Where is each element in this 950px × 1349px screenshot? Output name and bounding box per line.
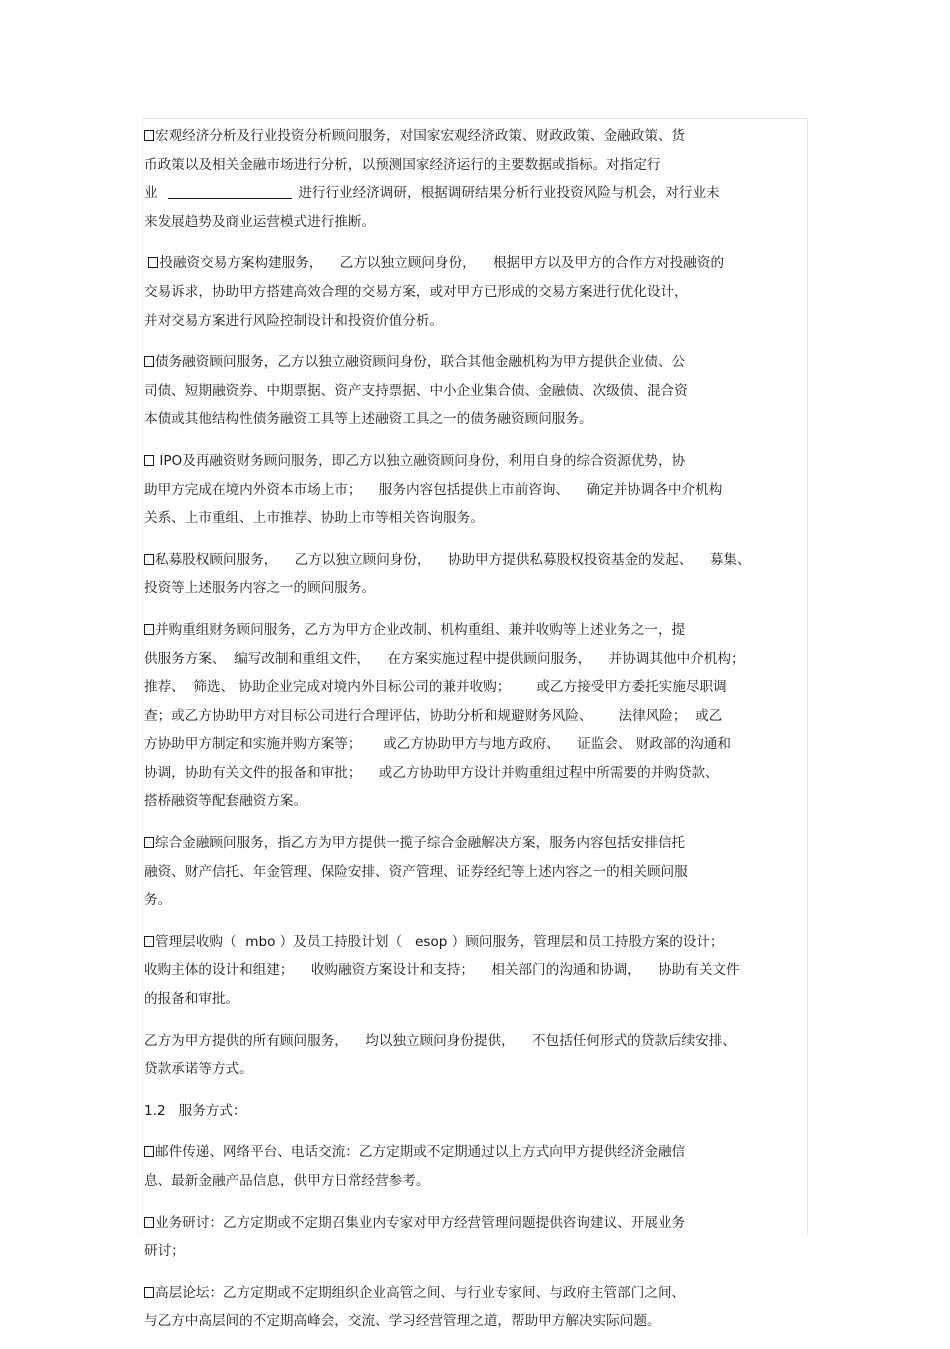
checkbox[interactable] (144, 1287, 154, 1298)
checkbox[interactable] (144, 455, 154, 466)
service-item-private-equity: 私募股权顾问服务， 乙方以独立顾问身份， 协助甲方提供私募股权投资基金的发起、 募集、 投资等上述服务内容之一的顾问服务。 (144, 551, 751, 597)
checkbox[interactable] (148, 257, 158, 268)
checkbox[interactable] (144, 356, 154, 367)
service-item-mna-advisory: 并购重组财务顾问服务，乙方为甲方企业改制、机构重组、兼并收购等上述业务之一，提 供服务方案、 编写改制和重组文件， 在方案实施过程中提供顾问服务， 并协调其他中介机构； 推荐、 筛选、 协助企业完成对境内外目标公司的兼并收购； 或乙方接受甲方委托实施尽职调 查；或乙方协助甲方对目标公司进行合理评估，协助分析和规避财务风险、 法律风险； 或乙 方协助甲方制定和实施并购方案等； 或乙方协助甲方与地方政府、 证监会、 财政部的沟通和 协调，协助有关文件的报备和审批； 或乙方协助甲方设计并购重组过程中所需要的并购贷款、 搭桥融资等配套融资方案。 (144, 621, 745, 810)
fill-in-blank[interactable] (168, 184, 292, 199)
independence-statement: 乙方为甲方提供的所有顾问服务， 均以独立顾问身份提供， 不包括任何形式的贷款后续安排、 贷款承诺等方式。 (144, 1032, 736, 1078)
method-item-forum: 高层论坛：乙方定期或不定期组织企业高管之间、与行业专家间、与政府主管部门之间、 与乙方中高层间的不定期高峰会，交流、学习经营管理之道，帮助甲方解决实际问题。 (144, 1284, 686, 1330)
section-heading-1-2: 1.2 服务方式： (144, 1102, 247, 1119)
service-item-comprehensive-finance: 综合金融顾问服务，指乙方为甲方提供一揽子综合金融解决方案，服务内容包括安排信托 融资、财产信托、年金管理、保险安排、资产管理、证券经纪等上述内容之一的相关顾问服 务。 (144, 835, 688, 909)
document-body (144, 122, 806, 1349)
checkbox[interactable] (144, 1146, 154, 1157)
service-item-mbo-esop: 管理层收购（ mbo ）及员工持股计划（ esop ）顾问服务，管理层和员工持股方案的设计； 收购主体的设计和组建； 收购融资方案设计和支持； 相关部门的沟通和协调， 协助有关文件 的报备和审批。 (144, 933, 740, 1008)
service-item-transaction-design: 投融资交易方案构建服务， 乙方以独立顾问身份， 根据甲方以及甲方的合作方对投融资的 交易诉求，协助甲方搭建高效合理的交易方案，或对甲方已形成的交易方案进行优化设计， 并对交易方案进行风险控制设计和投资价值分析。 (144, 255, 725, 329)
checkbox[interactable] (144, 624, 154, 635)
checkbox[interactable] (144, 554, 154, 565)
checkbox[interactable] (144, 936, 154, 947)
checkbox[interactable] (144, 1217, 154, 1228)
service-item-macro-analysis: 宏观经济分析及行业投资分析顾问服务，对国家宏观经济政策、财政政策、金融政策、货 币政策以及相关金融市场进行分析，以预测国家经济运行的主要数据或指标。对指定行 业 进行行业经济调研，根据调研结果分析行业投资风险与机会，对行业未 来发展趋势及商业运营模式进行推断。 (144, 128, 720, 230)
checkbox[interactable] (144, 130, 154, 141)
service-item-debt-financing: 债务融资顾问服务，乙方以独立融资顾问身份，联合其他金融机构为甲方提供企业债、公 司债、短期融资券、中期票据、资产支持票据、中小企业集合债、金融债、次级债、混合资 本债或其他结构性债务融资工具等上述融资工具之一的债务融资顾问服务。 (144, 354, 688, 428)
method-item-seminar: 业务研讨：乙方定期或不定期召集业内专家对甲方经营管理问题提供咨询建议、开展业务 研讨； (144, 1214, 686, 1260)
checkbox[interactable] (144, 837, 154, 848)
method-item-remote: 邮件传递、网络平台、电话交流：乙方定期或不定期通过以上方式向甲方提供经济金融信 息、最新金融产品信息，供甲方日常经营参考。 (144, 1144, 686, 1189)
service-item-ipo-advisory: IPO及再融资财务顾问服务，即乙方以独立融资顾问身份，利用自身的综合资源优势，协 助甲方完成在境内外资本市场上市； 服务内容包括提供上市前咨询、 确定并协调各中介机构 关系、上市重组、上市推荐、协助上市等相关咨询服务。 (144, 452, 723, 527)
